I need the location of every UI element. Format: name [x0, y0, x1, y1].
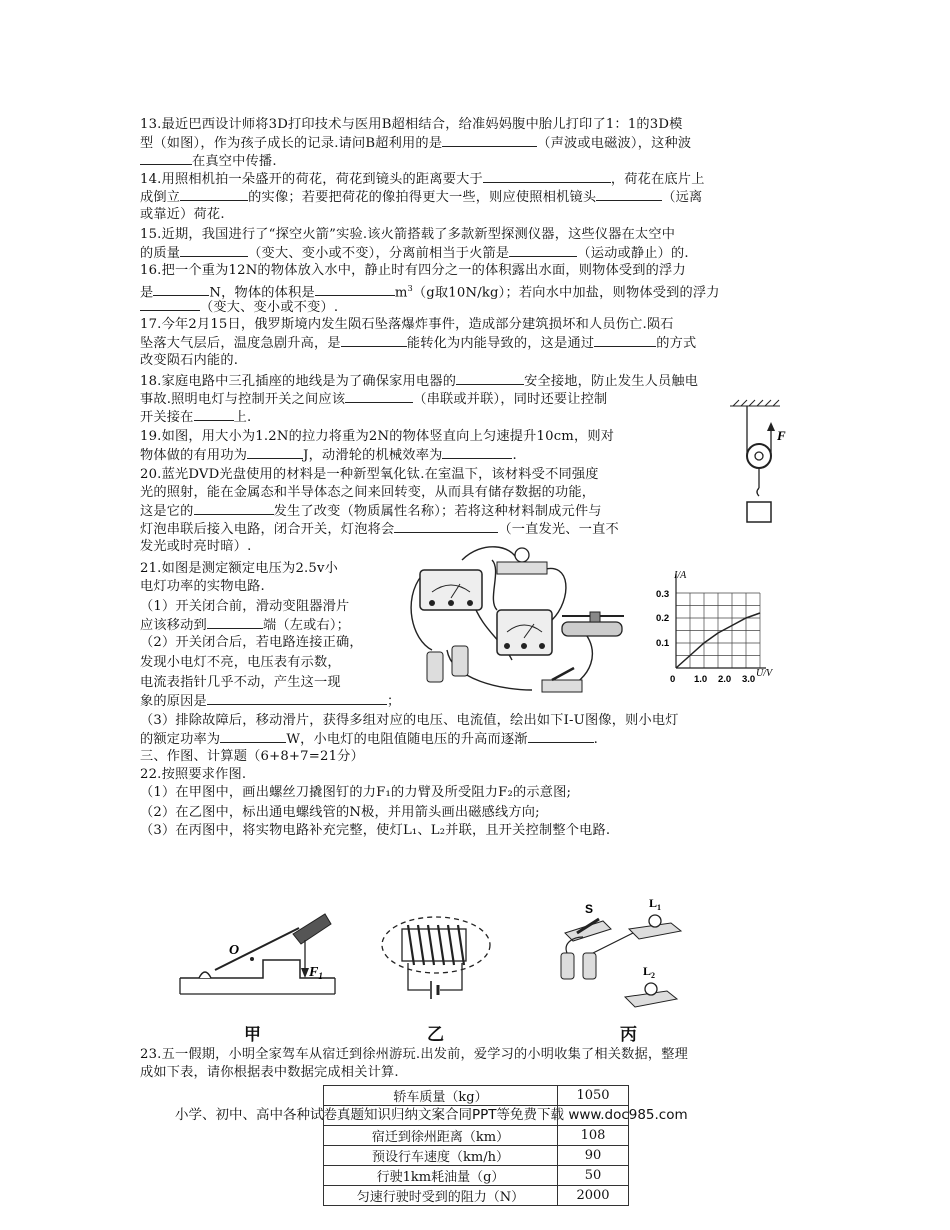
q21-line1: 21.如图是测定额定电压为2.5v小	[140, 561, 339, 576]
q18-text-e: 开关接在	[140, 410, 194, 425]
q16-line1: 16.把一个重为12N的物体放入水中，静止时有四分之一的体积露出水面，则物体受到的浮力	[140, 263, 686, 278]
q16-text-d: （g取10N/kg）；若向水中加盐，则物体受到的浮力	[412, 285, 720, 301]
q19-text-b: J，动滑轮的机械效率为	[303, 448, 443, 463]
answer-blank[interactable]	[220, 730, 286, 743]
q14-text-a: 14.用照相机拍一朵盛开的荷花，荷花到镜头的距离要大于	[140, 172, 483, 187]
q23-line1: 23.五一假期，小明全家驾车从宿迁到徐州游玩.出发前，爱学习的小明收集了相关数据，整理	[140, 1047, 689, 1062]
answer-blank[interactable]	[315, 283, 395, 296]
answer-blank[interactable]	[456, 372, 524, 385]
weight-block	[747, 502, 771, 522]
q16-sup: 3	[407, 284, 413, 293]
table-cell-label: 匀速行驶时受到的阻力（N）	[324, 1186, 558, 1206]
q23-line2: 成如下表，请你根据表中数据完成相关计算.	[140, 1065, 399, 1080]
q18-text-d: （串联或并联），同时还要让控制	[413, 392, 608, 407]
graph-ylabel: I/A	[674, 570, 687, 581]
table-cell-label: 行驶1km耗油量（g）	[324, 1166, 558, 1186]
bulb-icon	[497, 548, 547, 574]
q16-text-b: N，物体的体积是	[209, 285, 315, 301]
answer-blank[interactable]	[140, 152, 192, 165]
caption-jia: 甲	[244, 1025, 261, 1045]
screwdriver-shaft	[215, 928, 299, 970]
q14-text-e: （远离	[662, 190, 703, 205]
q19-text-a: 物体做的有用功为	[140, 448, 248, 463]
q21-line5: （2）开关闭合后，若电路连接正确，	[140, 635, 363, 650]
table-cell-value: 108	[558, 1126, 629, 1146]
q20-text-d: （一直发光、一直不	[498, 522, 619, 537]
answer-blank[interactable]	[528, 730, 594, 743]
switch-icon	[565, 919, 611, 941]
q16-text-c: m	[394, 285, 408, 301]
table-row	[324, 1186, 629, 1206]
y-tick-label: 0.2	[656, 613, 670, 624]
q20-line4	[140, 520, 619, 538]
jia-screwdriver-figure	[175, 900, 345, 1000]
q18-text-f: 上.	[233, 410, 252, 425]
caption-yi: 乙	[427, 1025, 444, 1045]
q22-line1: 22.按照要求作图.	[140, 767, 247, 782]
x-tick-label: 1.0	[694, 674, 708, 685]
q14-text-d: 的实像；若要把荷花的像拍得更大一些，则应使照相机镜头	[248, 190, 597, 205]
q18-text-b: 安全接地，防止发生人员触电	[524, 374, 699, 389]
q15-text-a: 的质量	[140, 246, 181, 261]
q14-text-c: 成倒立	[140, 190, 181, 205]
answer-blank[interactable]	[594, 334, 656, 347]
q18-text-c: 事故.照明电灯与控制开关之间应该	[140, 392, 346, 407]
q20-line2: 光的照射，能在金属态和半导体态之间来回转变，从而具有储存数据的功能，	[140, 485, 596, 500]
graph-xlabel: U/V	[756, 668, 773, 679]
q15-line1: 15.近期，我国进行了“探空火箭”实验.该火箭搭载了多款新型探测仪器，这些仪器在太空中	[140, 227, 676, 242]
pulley-figure	[725, 398, 795, 528]
q20-line3	[140, 502, 602, 520]
bulb-icon	[625, 983, 677, 1007]
q21-line2: 电灯功率的实物电路.	[140, 579, 265, 594]
experiment-circuit-figure	[402, 540, 642, 710]
answer-blank[interactable]	[194, 408, 234, 421]
q18-line1	[140, 372, 698, 390]
x-tick-label: 3.0	[742, 674, 756, 685]
q21-text-b: 端（左或右）；	[262, 618, 351, 633]
q19-line1: 19.如图，用大小为1.2N的拉力将重为2N的物体竖直向上匀速提升10cm，则对	[140, 429, 615, 444]
q17-line3: 改变陨石内能的.	[140, 353, 239, 368]
section-heading: 三、作图、计算题（6+8+7=21分）	[140, 749, 364, 764]
q21-line4	[140, 616, 350, 634]
q17-line2	[140, 334, 696, 352]
q13-line3	[140, 152, 277, 170]
voltmeter	[497, 610, 552, 655]
answer-blank[interactable]	[140, 298, 200, 311]
q18-line3	[140, 408, 251, 426]
q13-text-a: 型（如图），作为孩子成长的记录.请问B超利用的是	[140, 136, 443, 151]
table-cell-label: 宿迁到徐州距离（km）	[324, 1126, 558, 1146]
q14-line3: 或靠近）荷花.	[140, 207, 225, 222]
q13-line1: 13.最近巴西设计师将3D打印技术与医用B超相结合，给准妈妈腹中胎儿打印了1：1的3D模	[140, 117, 683, 132]
q20-line5: 发光或时亮时暗）.	[140, 539, 252, 554]
q21-text-e: 的额定功率为	[140, 732, 221, 747]
arrow-down-icon	[301, 968, 309, 978]
answer-blank[interactable]	[180, 244, 248, 257]
lamp-l1-label: $L_1$	[649, 896, 662, 912]
force-f1-label: $F_1$	[309, 965, 323, 981]
ceiling-hatch	[730, 400, 780, 406]
table-cell-value: 90	[558, 1146, 629, 1166]
q18-text-a: 18.家庭电路中三孔插座的地线是为了确保家用电器的	[140, 374, 457, 389]
q20-line1: 20.蓝光DVD光盘使用的材料是一种新型氧化钛.在室温下，该材料受不同强度	[140, 467, 599, 482]
yi-solenoid-figure	[378, 905, 493, 1015]
q21-line9: （3）排除故障后，移动滑片，获得多组对应的电压、电流值，绘出如下I-U图像，则小电灯	[140, 713, 679, 728]
q21-text-a: 应该移动到	[140, 618, 207, 633]
q17-text-c: 的方式	[656, 336, 697, 351]
rheostat	[562, 612, 624, 636]
q15-line2	[140, 244, 689, 262]
q21-line6: 发现小电灯不亮，电压表有示数，	[140, 655, 341, 670]
q22-line4: （3）在丙图中，将实物电路补充完整，使灯L₁、L₂并联，且开关控制整个电路.	[140, 823, 611, 838]
caption-bing: 丙	[620, 1025, 637, 1045]
q14-line1	[140, 170, 705, 188]
x-tick-label: 0	[670, 674, 676, 685]
pushpin-icon	[199, 972, 211, 978]
table-row	[324, 1146, 629, 1166]
ammeter	[420, 570, 482, 610]
table-row	[324, 1126, 629, 1146]
q20-text-a: 这是它的	[140, 504, 194, 519]
battery-icon	[431, 981, 438, 999]
q21-line10	[140, 730, 598, 748]
answer-blank[interactable]	[153, 283, 209, 296]
table-cell-value: 1050	[558, 1086, 629, 1106]
q14-text-b: ，荷花在底片上	[610, 172, 705, 187]
q18-line2	[140, 390, 607, 408]
q19-text-c: .	[512, 448, 517, 463]
answer-blank[interactable]	[207, 616, 263, 629]
switch-label: S	[585, 902, 594, 916]
q22-line2: （1）在甲图中，画出螺丝刀撬图钉的力F₁的力臂及所受阻力F₂的示意图;	[140, 785, 572, 800]
table-cell-value: 2000	[558, 1186, 629, 1206]
q13-text-c: 在真空中传播.	[192, 154, 277, 169]
q19-line2	[140, 446, 517, 464]
q16-text-e: （变大、变小或不变）.	[200, 300, 339, 315]
table-cell-label: 预设行车速度（km/h）	[324, 1146, 558, 1166]
q21-line7: 电流表指针几乎不动，产生这一现	[140, 675, 341, 690]
q13-line2	[140, 134, 691, 152]
q16-line3	[140, 298, 338, 316]
bulb-icon	[629, 915, 681, 939]
q22-line3: （2）在乙图中，标出通电螺线管的N极，并用箭头画出磁感线方向;	[140, 805, 540, 820]
q14-line2	[140, 188, 702, 206]
answer-blank[interactable]	[180, 188, 248, 201]
answer-blank[interactable]	[483, 170, 611, 183]
q17-line1: 17.今年2月15日，俄罗斯境内发生陨石坠落爆炸事件，造成部分建筑损坏和人员伤亡.陨石	[140, 317, 674, 332]
q15-text-b: （变大、变小或不变），分离前相当于火箭是	[248, 246, 510, 261]
table-cell-label: 轿车质量（kg）	[324, 1086, 558, 1106]
q21-text-f: W，小电灯的电阻值随电压的升高而逐渐	[286, 732, 528, 747]
answer-blank[interactable]	[442, 134, 537, 147]
q15-text-c: （运动或静止）的.	[577, 246, 689, 261]
iu-graph	[648, 568, 774, 688]
answer-blank[interactable]	[394, 520, 498, 533]
table-cell-value: 50	[558, 1166, 629, 1186]
y-tick-label: 0.1	[656, 638, 670, 649]
q21-text-g: .	[593, 732, 599, 747]
bing-circuit-figure	[553, 893, 693, 1013]
q13-text-b: （声波或电磁波），这种波	[537, 136, 692, 151]
arrow-up-icon	[767, 422, 775, 431]
y-tick-label: 0.3	[656, 589, 670, 600]
q16-text-a: 是	[140, 285, 154, 301]
q20-text-c: 灯泡串联后接入电路，闭合开关，灯泡将会	[140, 522, 395, 537]
pulley-force-label: F	[777, 428, 786, 443]
answer-blank[interactable]	[345, 390, 413, 403]
q21-text-d: ；	[386, 694, 401, 709]
answer-blank[interactable]	[207, 692, 387, 705]
answer-blank[interactable]	[596, 188, 662, 201]
q21-text-c: 象的原因是	[140, 694, 207, 709]
answer-blank[interactable]	[509, 244, 577, 257]
answer-blank[interactable]	[341, 334, 407, 347]
table-row	[324, 1166, 629, 1186]
q21-line3: （1）开关闭合前，滑动变阻器滑片	[140, 599, 350, 614]
x-tick-label: 2.0	[718, 674, 732, 685]
answer-blank[interactable]	[194, 502, 274, 515]
watermark-text: 小学、初中、高中各种试卷真题知识归纳文案合同PPT等免费下载 www.doc985.com	[175, 1107, 688, 1123]
pivot-label: O	[229, 943, 240, 958]
battery-icon	[561, 953, 596, 979]
lamp-l2-label: $L_2$	[643, 964, 656, 980]
q20-text-b: 发生了改变（物质属性名称）；若将这种材料制成元件与	[273, 504, 602, 519]
answer-blank[interactable]	[442, 446, 512, 459]
q21-line8	[140, 692, 400, 710]
q17-text-a: 坠落大气层后，温度急剧升高，是	[140, 336, 341, 351]
q17-text-b: 能转化为内能导致的，这是通过	[406, 336, 595, 351]
answer-blank[interactable]	[247, 446, 303, 459]
switch-icon	[542, 668, 582, 692]
